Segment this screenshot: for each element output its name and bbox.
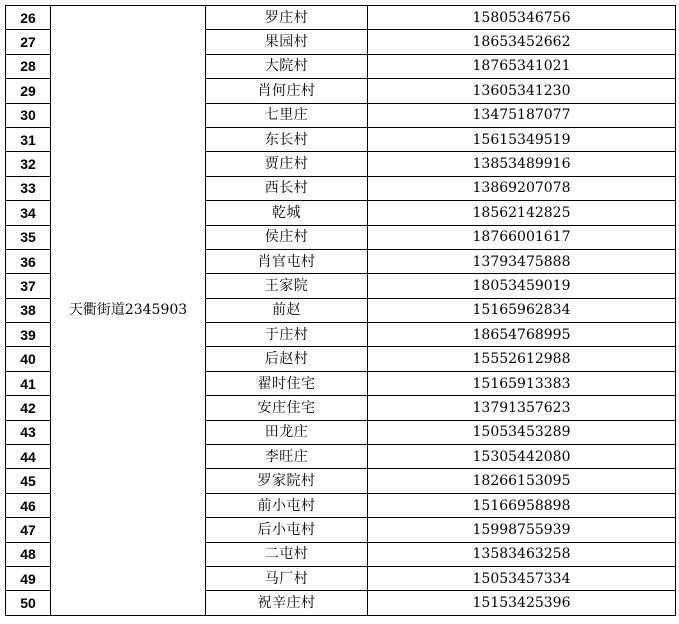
row-number: 27 (6, 30, 51, 54)
village-name: 肖官屯村 (206, 249, 368, 273)
row-number: 40 (6, 347, 51, 371)
village-name: 二屯村 (206, 542, 368, 566)
phone-number: 18266153095 (368, 469, 676, 493)
village-name: 前小屯村 (206, 493, 368, 517)
village-name: 七里庄 (206, 103, 368, 127)
street-office-cell: 天衢街道2345903 (51, 6, 206, 616)
row-number: 46 (6, 493, 51, 517)
phone-number: 15998755939 (368, 518, 676, 542)
row-number: 42 (6, 396, 51, 420)
phone-number: 18653452662 (368, 30, 676, 54)
village-name: 田龙庄 (206, 420, 368, 444)
village-name: 乾城 (206, 201, 368, 225)
village-name: 后赵村 (206, 347, 368, 371)
table-row (6, 6, 676, 30)
phone-number: 18562142825 (368, 201, 676, 225)
phone-number: 18654768995 (368, 323, 676, 347)
village-name: 肖何庄村 (206, 79, 368, 103)
phone-number: 18766001617 (368, 225, 676, 249)
row-number: 36 (6, 249, 51, 273)
phone-number: 13791357623 (368, 396, 676, 420)
village-name: 西长村 (206, 176, 368, 200)
phone-number: 13853489916 (368, 152, 676, 176)
village-name: 大院村 (206, 54, 368, 78)
phone-number: 15305442080 (368, 445, 676, 469)
village-name: 侯庄村 (206, 225, 368, 249)
phone-number: 15165913383 (368, 371, 676, 395)
row-number: 34 (6, 201, 51, 225)
table-body (6, 6, 676, 616)
row-number: 44 (6, 445, 51, 469)
row-number: 30 (6, 103, 51, 127)
row-number: 41 (6, 371, 51, 395)
row-number: 45 (6, 469, 51, 493)
row-number: 32 (6, 152, 51, 176)
row-number: 28 (6, 54, 51, 78)
phone-number: 18053459019 (368, 274, 676, 298)
phone-number: 15552612988 (368, 347, 676, 371)
village-name: 罗家院村 (206, 469, 368, 493)
phone-number: 13475187077 (368, 103, 676, 127)
village-name: 果园村 (206, 30, 368, 54)
row-number: 31 (6, 127, 51, 151)
row-number: 26 (6, 6, 51, 30)
village-name: 贾庄村 (206, 152, 368, 176)
phone-number: 13583463258 (368, 542, 676, 566)
phone-number: 15153425396 (368, 591, 676, 615)
village-name: 东长村 (206, 127, 368, 151)
phone-number: 15166958898 (368, 493, 676, 517)
row-number: 50 (6, 591, 51, 615)
village-name: 李旺庄 (206, 445, 368, 469)
contact-table (5, 5, 676, 616)
village-name: 前赵 (206, 298, 368, 322)
village-name: 祝辛庄村 (206, 591, 368, 615)
phone-number: 13793475888 (368, 249, 676, 273)
row-number: 43 (6, 420, 51, 444)
village-name: 翟时住宅 (206, 371, 368, 395)
row-number: 37 (6, 274, 51, 298)
village-name: 罗庄村 (206, 6, 368, 30)
phone-number: 15805346756 (368, 6, 676, 30)
village-name: 于庄村 (206, 323, 368, 347)
village-name: 王家院 (206, 274, 368, 298)
phone-number: 15615349519 (368, 127, 676, 151)
row-number: 33 (6, 176, 51, 200)
row-number: 39 (6, 323, 51, 347)
row-number: 35 (6, 225, 51, 249)
phone-number: 13605341230 (368, 79, 676, 103)
phone-number: 15053457334 (368, 566, 676, 590)
row-number: 29 (6, 79, 51, 103)
row-number: 38 (6, 298, 51, 322)
village-name: 后小屯村 (206, 518, 368, 542)
phone-number: 15165962834 (368, 298, 676, 322)
row-number: 49 (6, 566, 51, 590)
phone-number: 18765341021 (368, 54, 676, 78)
phone-number: 15053453289 (368, 420, 676, 444)
row-number: 47 (6, 518, 51, 542)
village-name: 马厂村 (206, 566, 368, 590)
village-name: 安庄住宅 (206, 396, 368, 420)
row-number: 48 (6, 542, 51, 566)
phone-number: 13869207078 (368, 176, 676, 200)
